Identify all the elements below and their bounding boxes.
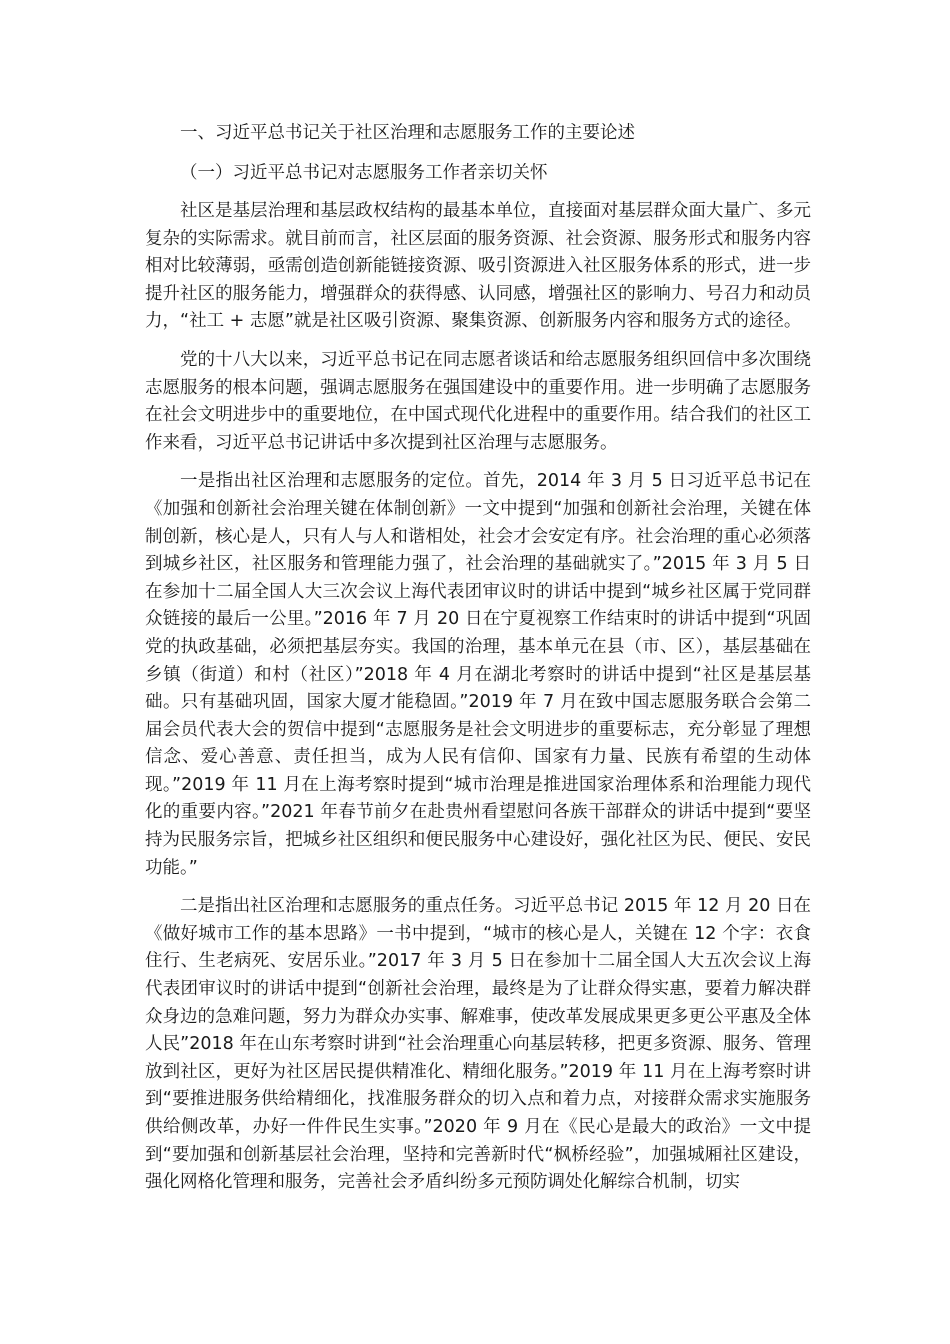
paragraph-2: 党的十八大以来，习近平总书记在同志愿者谈话和给志愿服务组织回信中多次围绕志愿服务的根本问题，强调志愿服务在强国建设中的重要作用。进一步明确了志愿服务在社会文明进步中的重要地位，在中国式现代化进程中的重要作用。结合我们的社区工作来看，习近平总书记讲话中多次提到社区治理与志愿服务。	[145, 349, 811, 453]
paragraph-1: 社区是基层治理和基层政权结构的最基本单位，直接面对基层群众面大量广、多元复杂的实际需求。就目前而言，社区层面的服务资源、社会资源、服务形式和服务内容相对比较薄弱，亟需创造创新能链接资源、吸引资源进入社区服务体系的形式，进一步提升社区的服务能力，增强群众的获得感、认同感，增强社区的影响力、号召力和动员力，“社工 + 志愿”就是社区吸引资源、聚集资源、创新服务内容和服务方式的途径。	[145, 201, 811, 332]
paragraph-3: 一是指出社区治理和志愿服务的定位。首先，2014 年 3 月 5 日习近平总书记在《加强和创新社会治理关键在体制创新》一文中提到“加强和创新社会治理，关键在体制创新，核心是人，只有人与人和谐相处，社会才会安定有序。社会治理的重心必须落到城乡社区，社区服务和管理能力强了，社会治理的基础就实了。”2015 年 3 月 5 日在参加十二届全国人大三次会议上海代表团审议时的讲话中提到“城乡社区属于党同群众链接的最后一公里。”2016 年 7 月 20 日在宁夏视察工作结束时的讲话中提到“巩固党的执政基础，必须把基层夯实。我国的治理，基本单元在县（市、区），基层基础在乡镇（街道）和村（社区）”2018 年 4 月在湖北考察时的讲话中提到“社区是基层基础。只有基础巩固，国家大厦才能稳固。”2019 年 7 月在致中国志愿服务联合会第二届会员代表大会的贺信中提到“志愿服务是社会文明进步的重要标志，充分彰显了理想信念、爱心善意、责任担当，成为人民有信仰、国家有力量、民族有希望的生动体现。”2019 年 11 月在上海考察时提到“城市治理是推进国家治理体系和治理能力现代化的重要内容。”2021 年春节前夕在赴贵州看望慰问各族干部群众的讲话中提到“要坚持为民服务宗旨，把城乡社区组织和便民服务中心建设好，强化社区为民、便民、安民功能。”	[145, 471, 811, 878]
document-page	[145, 118, 811, 1208]
subsection-heading: （一）习近平总书记对志愿服务工作者亲切关怀	[180, 163, 548, 183]
paragraph-4: 二是指出社区治理和志愿服务的重点任务。习近平总书记 2015 年 12 月 20 日在《做好城市工作的基本思路》一书中提到，“城市的核心是人，关键在 12 个字：衣食住行、生老病死、安居乐业。”2017 年 3 月 5 日在参加十二届全国人大五次会议上海代表团审议时的讲话中提到“创新社会治理，最终是为了让群众得实惠，要着力解决群众身边的急难问题，努力为群众办实事、解难事，使改革发展成果更多更公平惠及全体人民”2018 年在山东考察时讲到“社会治理重心向基层转移，把更多资源、服务、管理放到社区，更好为社区居民提供精准化、精细化服务。”2019 年 11 月在上海考察时讲到“要推进服务供给精细化，找准服务群众的切入点和着力点，对接群众需求实施服务供给侧改革，办好一件件民生实事。”2020 年 9 月在《民心是最大的政治》一文中提到“要加强和创新基层社会治理，坚持和完善新时代“枫桥经验”，加强城厢社区建设，强化网格化管理和服务，完善社会矛盾纠纷多元预防调处化解综合机制，切实	[145, 896, 811, 1193]
section-heading: 一、习近平总书记关于社区治理和志愿服务工作的主要论述	[180, 123, 635, 143]
